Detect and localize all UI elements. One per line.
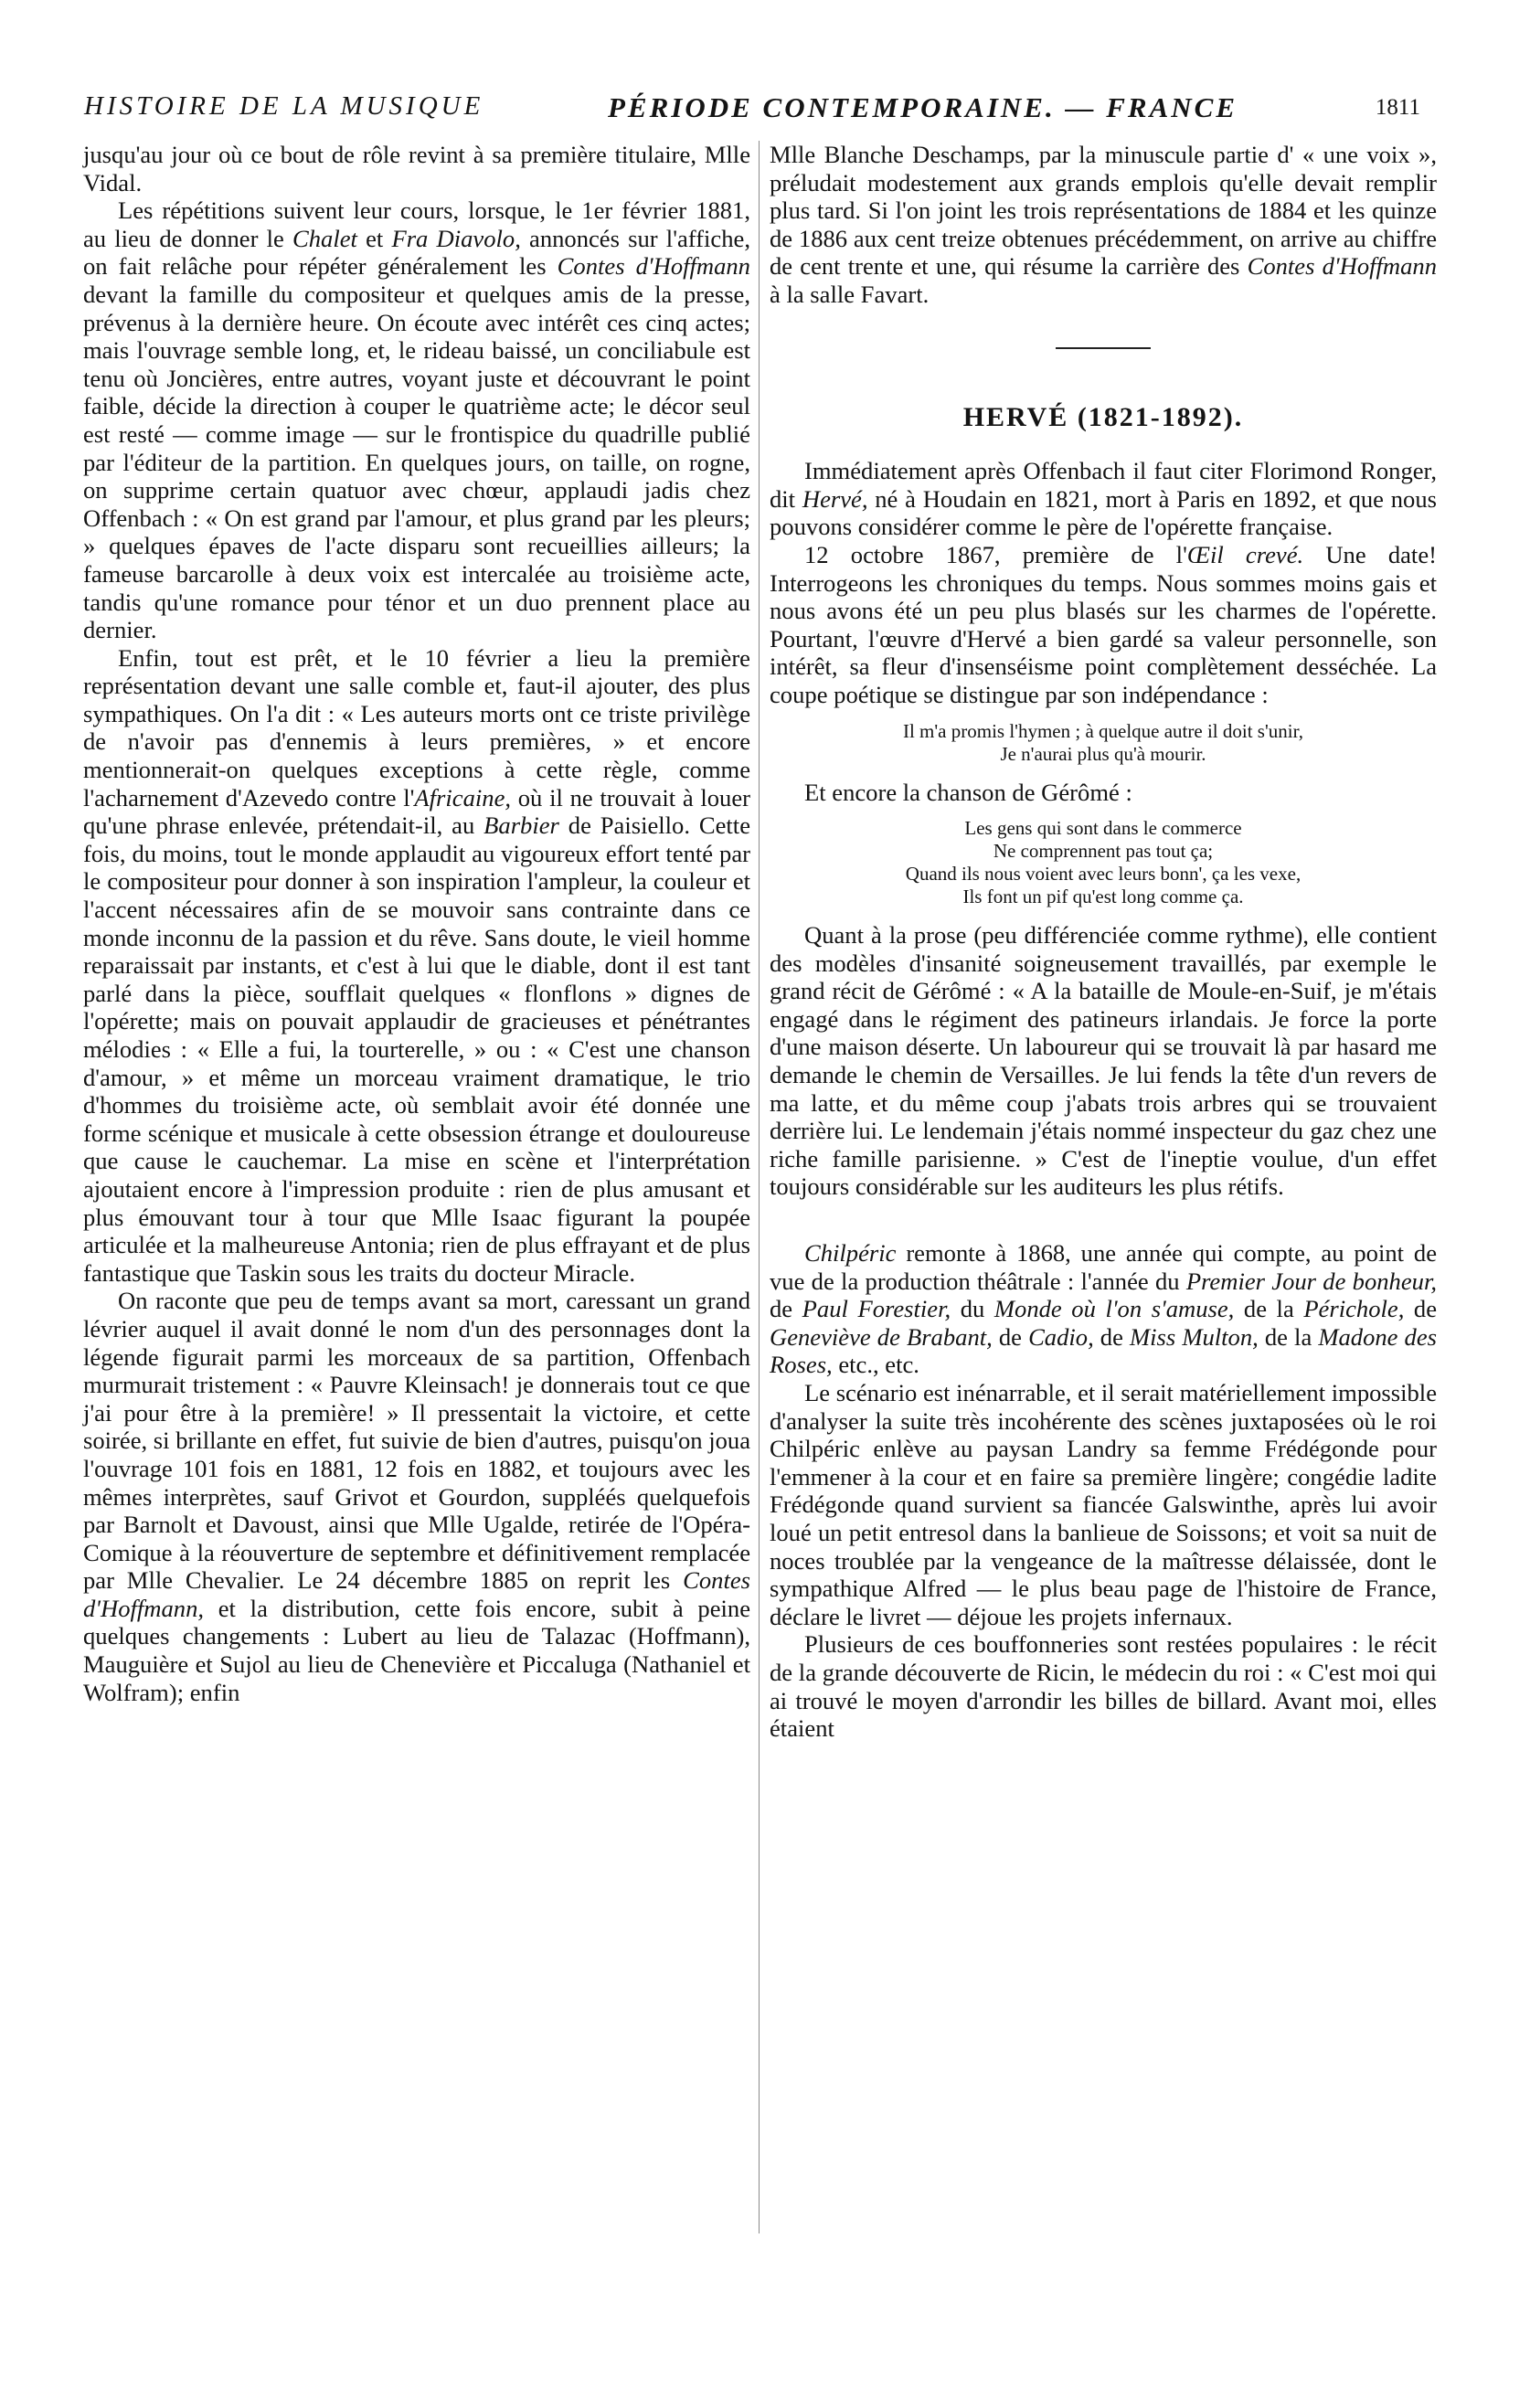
right-column <box>770 141 1437 1743</box>
paragraph <box>83 196 750 644</box>
text-run: Immédiatement après Offenbach il faut citer Florimond Ronger, dit <box>770 457 1437 513</box>
paragraph <box>83 644 750 1288</box>
text-run: Enfin, tout est prêt, et le 10 février a lieu la première représentation devant une salle comble et, faut-il ajouter, des plus sympathiques. On l'a dit : « Les auteurs morts ont ce triste privilège de n'avoir pas d'ennemis à leurs premières, » et encore mentionnerait-on quelques exceptions à cette règle, comme l'acharnement d'Azevedo contre l' <box>83 643 750 812</box>
work-title: Hervé, <box>802 484 868 513</box>
text-run: et <box>356 224 392 252</box>
page-number: 1811 <box>1375 95 1420 120</box>
verse-line: Les gens qui sont dans le commerce <box>964 817 1242 840</box>
text-run: de la <box>1258 1322 1319 1351</box>
paragraph <box>770 457 1437 541</box>
text-run: de <box>1404 1295 1438 1323</box>
verse-line: Ne comprennent pas tout ça; <box>993 840 1214 863</box>
paragraph: Et encore la chanson de Gérômé : <box>804 778 1132 806</box>
paragraph: jusqu'au jour où ce bout de rôle revint à sa première titulaire, Mlle Vidal. <box>83 141 750 196</box>
work-title: Cadio, <box>1028 1322 1094 1351</box>
text-run: remonte à 1868, une année qui compte, au point de vue de la production théâtrale : l'année du <box>770 1239 1437 1295</box>
verse-line: Je n'aurai plus qu'à mourir. <box>1000 742 1206 765</box>
paragraph <box>83 1287 750 1706</box>
paragraph <box>770 541 1437 709</box>
text-run: de <box>770 1295 802 1323</box>
text-run: devant la famille du compositeur et quelques amis de la presse, prévenus à la dernière heure. On écoute avec intérêt ces cinq actes; mais l'ouvrage semble long, et, le rideau baissé, un conciliabule est tenu où Joncières, entre autres, voyant juste et découvrant le point faible, décide la direction à couper le quatrième acte; le décor seul est resté — comme image — sur le frontispice du quadrille publié par l'éditeur de la partition. En quelques jours, on taille, on rogne, on supprime certain quatuor avec chœur, applaudi jadis chez Offenbach : « On est grand par l'amour, et plus grand par les pleurs; » quelques épaves de l'acte disparu sont recueillies ailleurs; la fameuse barcarolle à deux voix est intercalée au troisième acte, tandis qu'une romance pour ténor et un duo prennent place au dernier. <box>83 280 750 644</box>
header-section-title: PÉRIODE CONTEMPORAINE. — FRANCE <box>608 91 1238 123</box>
text-run: Mlle Blanche Deschamps, par la minuscule partie d' « une voix », préludait modestement aux grands emplois qu'elle devait remplir plus tard. Si l'on joint les trois représentations de 1884 et les quinze de 1886 aux cent treize obtenues précédemment, on arrive au chiffre de cent trente et une, qui résume la carrière des <box>770 141 1437 281</box>
text-run: de Paisiello. Cette fois, du moins, tout le monde applaudit au vigoureux effort tenté par le compositeur pour donner à son inspiration l'ampleur, la couleur et l'accent nécessaires afin de se mouvoir sans contrainte dans ce monde inconnu de la passion et du rêve. Sans doute, le vieil homme reparaissait par instants, et c'est à lui que le diable, dont il est tant parlé dans la pièce, soufflait quelques « flonflons » dignes de l'opérette; mais on pouvait applaudir de gracieuses et pénétrantes mélodies : « Elle a fui, la tourterelle, » ou : « C'est une chanson d'amour, » et même un morceau vraiment dramatique, le trio d'hommes du troisième acte, où semblait avoir été donnée une forme scénique et musicale à cette obsession étrange et douloureuse que cause le cauchemar. La mise en scène et l'interprétation ajoutaient encore à l'impression produite : rien de plus amusant et plus émouvant tour à tour que Mlle Isaac figurant la poupée articulée et la malheureuse Antonia; rien de plus effrayant et de plus fantastique que Taskin sous les traits du docteur Miracle. <box>83 812 751 1287</box>
work-title: Miss Multon, <box>1130 1322 1259 1351</box>
running-header <box>84 91 1420 128</box>
text-run: On raconte que peu de temps avant sa mort, caressant un grand lévrier auquel il avait donné le nom d'un des personnages dont la légende figurait parmi les morceaux de sa partition, Offenbach murmurait tristement : « Pauvre Kleinsach! je donnerais tout ce que j'ai pour être à la première! » Il pressentait la victoire, et cette soirée, si brillante en effet, fut suivie de bien d'autres, puisqu'on joua l'ouvrage 101 fois en 1881, 12 fois en 1882, et toujours avec les mêmes interprètes, sauf Grivot et Gourdon, suppléés quelquefois par Barnolt et Davoust, ainsi que Mlle Ugalde, retirée de l'Opéra-Comique à la réouverture de septembre et définitivement remplacée par Mlle Chevalier. Le 24 décembre 1885 on reprit les <box>83 1287 750 1595</box>
work-title: Paul Forestier, <box>802 1295 951 1323</box>
work-title: Madone des Roses, <box>770 1322 1437 1379</box>
verse-line: Ils font un pif qu'est long comme ça. <box>962 886 1244 908</box>
work-title: Monde où l'on s'amuse, <box>993 1295 1235 1323</box>
text-run: et la distribution, cette fois encore, subit à peine quelques changements : Lubert au lieu de Talazac (Hoffmann), Mauguière et Sujol au lieu de Chenevière et Piccaluga (Nathaniel et Wolfram); enfin <box>83 1594 750 1706</box>
text-run: de <box>1093 1322 1130 1351</box>
text-run: Les répétitions suivent leur cours, lorsque, le 1er février 1881, au lieu de donner le <box>83 196 750 252</box>
work-title: Œil crevé. <box>1186 540 1304 568</box>
work-title: Contes d'Hoffmann <box>557 252 750 281</box>
text-run: de <box>992 1322 1029 1351</box>
work-title: Contes d'Hoffmann <box>1247 252 1437 281</box>
header-book-title: HISTOIRE DE LA MUSIQUE <box>84 91 484 121</box>
left-column <box>83 141 750 1706</box>
text-run: à la salle Favart. <box>770 280 930 308</box>
text-run: annoncés sur l'affiche, on fait relâche pour répéter généralement les <box>83 224 750 281</box>
paragraph: Le scénario est inénarrable, et il serait matériellement impossible d'analyser la suite très incohérente des scènes juxtaposées où le roi Chilpéric enlève au paysan Landry sa femme Frédégonde pour l'emmener à la cour et en faire sa première lingère; congédie ladite Frédégonde quand survient sa fiancée Galswinthe, après lui avoir loué un petit entresol dans la banlieue de Soissons; et voit sa nuit de noces troublée par la vengeance de la maîtresse délaissée, dont le sympathique Alfred — le plus beau page de l'histoire de France, déclare le livret — déjoue les projets infernaux. <box>770 1379 1437 1630</box>
text-run: de la <box>1234 1295 1304 1323</box>
work-title: Chilpéric <box>804 1239 897 1268</box>
work-title: Barbier <box>483 812 559 840</box>
work-title: Périchole, <box>1303 1295 1405 1323</box>
verse-line: Quand ils nous voient avec leurs bonn', ça les vexe, <box>905 863 1302 886</box>
text-run: du <box>951 1295 994 1323</box>
paragraph: Plusieurs de ces bouffonneries sont restées populaires : le récit de la grande découverte de Ricin, le médecin du roi : « C'est moi qui ai trouvé le moyen d'arrondir les billes de billard. Avant moi, elles étaient <box>770 1630 1437 1743</box>
work-title: Premier Jour de bonheur, <box>1185 1267 1437 1295</box>
work-title: Contes d'Hoffmann, <box>83 1566 750 1622</box>
text-run: etc., etc. <box>832 1351 919 1379</box>
work-title: Geneviève de Brabant, <box>770 1322 993 1351</box>
section-heading: HERVÉ (1821-1892). <box>962 401 1244 432</box>
work-title: Chalet <box>292 224 357 252</box>
section-separator <box>1056 347 1151 349</box>
text-run: Une date! Interrogeons les chroniques du temps. Nous sommes moins gais et nous avons été un peu plus blasés sur les charmes de l'opérette. Pourtant, l'œuvre d'Hervé a bien gardé sa valeur personnelle, son intérêt, sa fleur d'insenséisme point complètement desséchée. La coupe poétique se distingue par son indépendance : <box>770 540 1437 708</box>
text-run: 12 octobre 1867, première de l' <box>804 540 1187 568</box>
verse-line: Il m'a promis l'hymen ; à quelque autre il doit s'unir, <box>902 719 1303 742</box>
column-divider <box>759 141 760 2233</box>
verse-quote <box>770 720 1437 766</box>
work-title: Africaine, <box>414 783 512 812</box>
paragraph <box>770 141 1437 309</box>
paragraph <box>770 1239 1437 1379</box>
verse-quote <box>770 817 1437 908</box>
paragraph: Quant à la prose (peu différenciée comme rythme), elle contient des modèles d'insanité soigneusement travaillés, par exemple le grand récit de Gérômé : « A la bataille de Moule-en-Suif, je m'étais engagé dans le régiment des patineurs irlandais. Je force la porte d'une maison déserte. Un laboureur qui se trouvait là par hasard me demande le chemin de Versailles. Je lui fends la tête d'un revers de ma latte, et du même coup j'abats trois arbres qui se trouvaient derrière lui. Le lendemain j'étais nommé inspecteur du gaz chez une riche famille parisienne. » C'est de l'ineptie voulue, d'un effet toujours considérable sur les auditeurs les plus rétifs. <box>770 921 1437 1201</box>
work-title: Fra Diavolo, <box>391 224 521 252</box>
text-run: né à Houdain en 1821, mort à Paris en 1892, et que nous pouvons considérer comme le père de l'opérette française. <box>770 484 1437 541</box>
text-run: où il ne trouvait à louer qu'une phrase enlevée, prétendait-il, au <box>83 783 751 840</box>
